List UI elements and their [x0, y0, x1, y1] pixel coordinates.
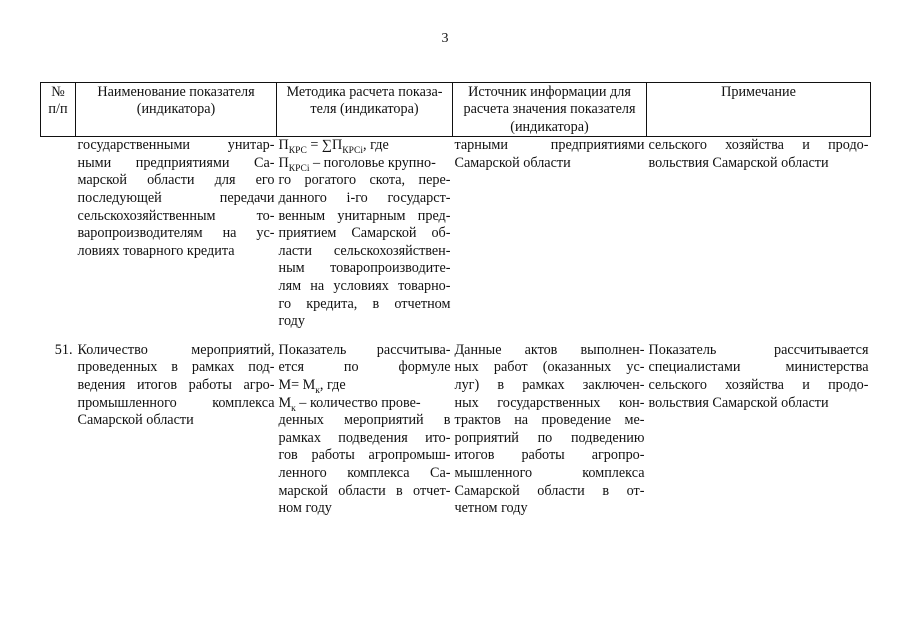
text-line: ным товаропроизводите- — [278, 260, 451, 277]
header-name-line: (индикатора) — [136, 101, 216, 118]
text-line: государственными унитар- — [77, 137, 275, 154]
header-method-line: Методика расчета показа- — [286, 84, 443, 100]
note-cell — [647, 342, 871, 518]
table-row — [41, 342, 871, 518]
text-line: варопроизводителям на ус- — [77, 225, 275, 242]
text-line: го кредита, в отчетном — [278, 295, 451, 312]
text-line: ется по формуле — [278, 359, 451, 376]
text-line: последующей передачи — [77, 190, 275, 206]
text-line: ном году — [278, 500, 332, 517]
text-line: ведения итогов работы агро- — [77, 376, 275, 393]
header-num-line: п/п — [48, 101, 68, 118]
header-num — [41, 83, 76, 137]
row-number — [41, 137, 76, 331]
text-line: проведенных в рамках под- — [77, 359, 275, 376]
header-source-line: Источник информации для — [468, 84, 631, 100]
text-line: вольствия Самарской области — [648, 394, 829, 411]
table-row — [41, 137, 871, 331]
text-line: четном году — [454, 500, 528, 517]
text-line: Количество мероприятий, — [77, 341, 275, 358]
text-line: сельского хозяйства и продо- — [648, 137, 869, 154]
spacer-cell — [41, 331, 871, 342]
text-line: марской области для его — [77, 172, 275, 189]
header-name — [76, 83, 277, 137]
text-line: Самарской области — [77, 412, 194, 429]
definition-text: – количество прове- — [295, 394, 421, 411]
definition-text: – поголовье крупно- — [309, 154, 436, 171]
definition-subscript: к — [291, 403, 296, 414]
header-name-line: Наименование показателя — [97, 84, 255, 100]
text-line: венным унитарным пред- — [278, 207, 451, 224]
text-line: роприятий по подведению — [454, 429, 645, 446]
text-line: ловиях товарного кредита — [77, 242, 235, 259]
text-line: сельскохозяйственным то- — [77, 207, 275, 224]
definition-symbol: П — [278, 154, 289, 171]
formula-subscript: КРС — [288, 146, 307, 157]
text-line: сельского хозяйства и продо- — [648, 376, 869, 393]
text-line: ными предприятиями Са- — [77, 154, 275, 171]
text-line: ных государственных кон- — [454, 394, 645, 411]
formula-subscript: к — [315, 385, 320, 396]
text-line: денных мероприятий в — [278, 412, 451, 429]
indicator-name-cell — [76, 342, 277, 518]
note-cell — [647, 137, 871, 331]
text-line: ных работ (оказанных ус- — [454, 359, 645, 376]
text-line: Показатель рассчитыва- — [278, 341, 451, 358]
table-header — [41, 83, 871, 137]
text-line: Показатель рассчитывается — [648, 341, 869, 358]
header-method — [277, 83, 453, 137]
text-line: рамках подведения ито- — [278, 429, 451, 446]
text-line: го рогатого скота, пере- — [278, 172, 451, 189]
row-spacer — [41, 331, 871, 342]
text-line: гов работы агропромыш- — [278, 447, 451, 464]
indicator-name-cell — [76, 137, 277, 331]
text-line: итогов работы агропро- — [454, 447, 645, 464]
text-line: мышленного комплекса — [454, 464, 645, 481]
formula-tail: , где — [319, 376, 346, 393]
text-line: промышленного комплекса — [77, 394, 275, 411]
text-line: приятием Самарской об- — [278, 225, 451, 242]
header-note — [647, 83, 871, 137]
text-line: вольствия Самарской области — [648, 154, 829, 171]
definition-line — [279, 395, 451, 413]
text-line: Самарской области в от- — [454, 482, 645, 499]
definition-subscript: КРСi — [288, 163, 310, 174]
definition-line — [279, 155, 451, 173]
text-line: марской области в отчет- — [278, 482, 451, 499]
text-line: специалистами министерства — [648, 359, 869, 376]
text-line: ленного комплекса Са- — [278, 464, 451, 481]
source-cell — [453, 137, 647, 331]
formula-line — [279, 137, 451, 155]
page-number: 3 — [441, 31, 449, 46]
header-source-line: расчета значения показателя — [463, 101, 636, 118]
text-line: Самарской области — [454, 154, 571, 171]
header-note-line: Примечание — [721, 84, 796, 100]
formula-sum: = ∑П — [306, 137, 343, 154]
row-number: 51. — [54, 341, 73, 358]
indicators-table — [40, 82, 871, 518]
method-cell — [277, 342, 453, 518]
text-line: ласти сельскохозяйствен- — [278, 242, 451, 259]
text-line: тарными предприятиями — [454, 137, 645, 154]
method-cell — [277, 137, 453, 331]
formula-subscript: КРСi — [342, 146, 364, 157]
formula-symbol: П — [278, 137, 289, 154]
source-cell — [453, 342, 647, 518]
formula-line — [279, 377, 451, 395]
header-source — [453, 83, 647, 137]
text-line: данного i-го государст- — [278, 190, 451, 206]
header-method-line: теля (индикатора) — [310, 101, 419, 118]
header-num-line: № — [51, 84, 65, 100]
text-line: году — [278, 313, 305, 330]
header-source-line: (индикатора) — [510, 118, 589, 135]
text-line: Данные актов выполнен- — [454, 341, 645, 358]
text-line: луг) в рамках заключен- — [454, 376, 645, 393]
definition-symbol: М — [278, 394, 292, 411]
formula-symbol: М= М — [278, 376, 316, 393]
formula-tail: , где — [363, 137, 389, 154]
text-line: трактов на проведение ме- — [454, 412, 645, 429]
text-line: лям на условиях товарно- — [278, 277, 451, 294]
